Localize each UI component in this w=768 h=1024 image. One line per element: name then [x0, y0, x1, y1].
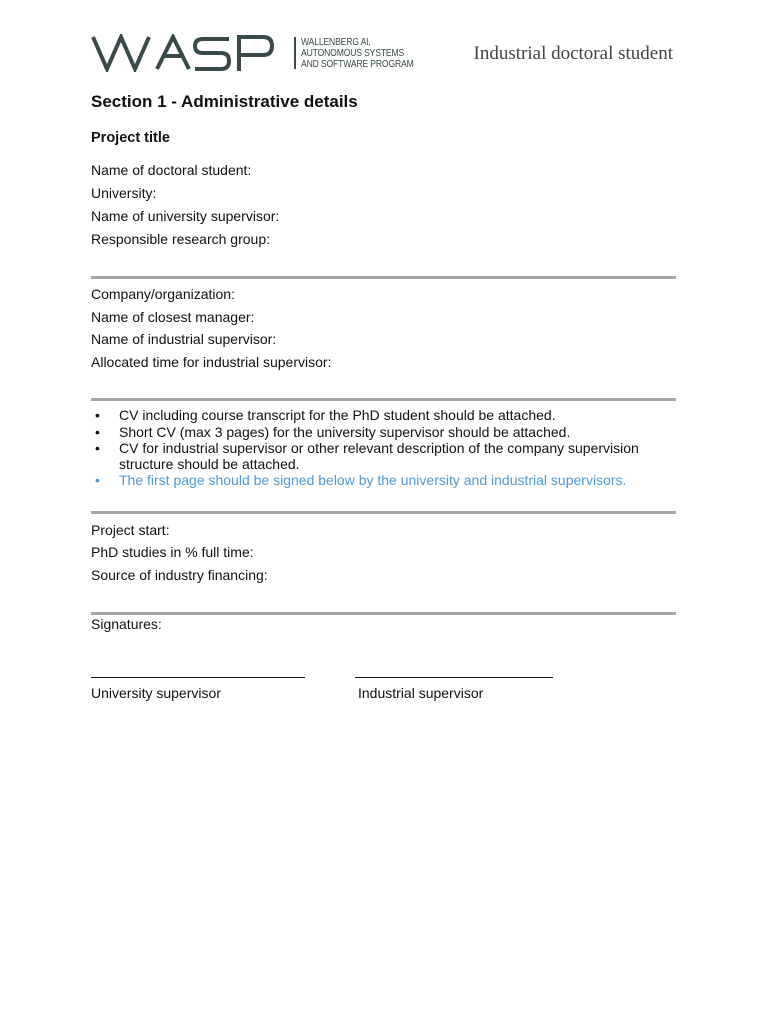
- section-divider: [91, 398, 676, 401]
- phd-percentage-field: PhD studies in % full time:: [91, 544, 254, 560]
- university-supervisor-field: Name of university supervisor:: [91, 208, 280, 224]
- logo-text-line: AUTONOMOUS SYSTEMS: [301, 47, 405, 59]
- industry-financing-field: Source of industry financing:: [91, 567, 268, 583]
- bullet-icon: •: [95, 472, 100, 488]
- section-divider: [91, 511, 676, 514]
- doctoral-student-name-field: Name of doctoral student:: [91, 162, 252, 178]
- document-type: Industrial doctoral student: [473, 43, 673, 64]
- signatures-label: Signatures:: [91, 616, 162, 632]
- logo-divider: [294, 37, 296, 69]
- list-item: [91, 408, 671, 424]
- bullet-icon: •: [95, 407, 100, 423]
- list-item-text: Short CV (max 3 pages) for the university supervisor should be attached.: [119, 423, 571, 440]
- industrial-supervisor-field: Name of industrial supervisor:: [91, 331, 277, 347]
- list-item-highlight: [91, 473, 671, 489]
- section-divider: [91, 276, 676, 279]
- project-start-field: Project start:: [91, 522, 170, 538]
- industrial-supervisor-label: Industrial supervisor: [358, 685, 484, 701]
- research-group-field: Responsible research group:: [91, 231, 270, 247]
- logo-text-line: AND SOFTWARE PROGRAM: [301, 58, 414, 70]
- list-item: [91, 441, 671, 472]
- attachment-requirements-list: [91, 408, 671, 490]
- section-divider: [91, 612, 676, 615]
- list-item-text: CV including course transcript for the PhD student should be attached.: [119, 407, 556, 423]
- list-item-text: The first page should be signed below by the university and industrial supervisors.: [119, 472, 627, 488]
- allocated-time-field: Allocated time for industrial supervisor:: [91, 354, 332, 370]
- logo-text-line: WALLENBERG AI,: [301, 36, 371, 48]
- university-signature-line: [91, 677, 305, 678]
- section-title: Section 1 - Administrative details: [91, 92, 358, 111]
- closest-manager-field: Name of closest manager:: [91, 309, 255, 325]
- list-item: [91, 425, 671, 441]
- industrial-signature-line: [355, 677, 553, 678]
- wasp-logo-wordmark: [91, 34, 295, 72]
- university-field: University:: [91, 185, 157, 201]
- company-field: Company/organization:: [91, 286, 235, 302]
- bullet-icon: •: [95, 440, 100, 456]
- list-item-text: CV for industrial supervisor or other relevant description of the company supervision structure should be attached.: [119, 440, 639, 472]
- project-title-label: Project title: [91, 130, 170, 146]
- bullet-icon: •: [95, 423, 100, 440]
- university-supervisor-label: University supervisor: [91, 685, 221, 701]
